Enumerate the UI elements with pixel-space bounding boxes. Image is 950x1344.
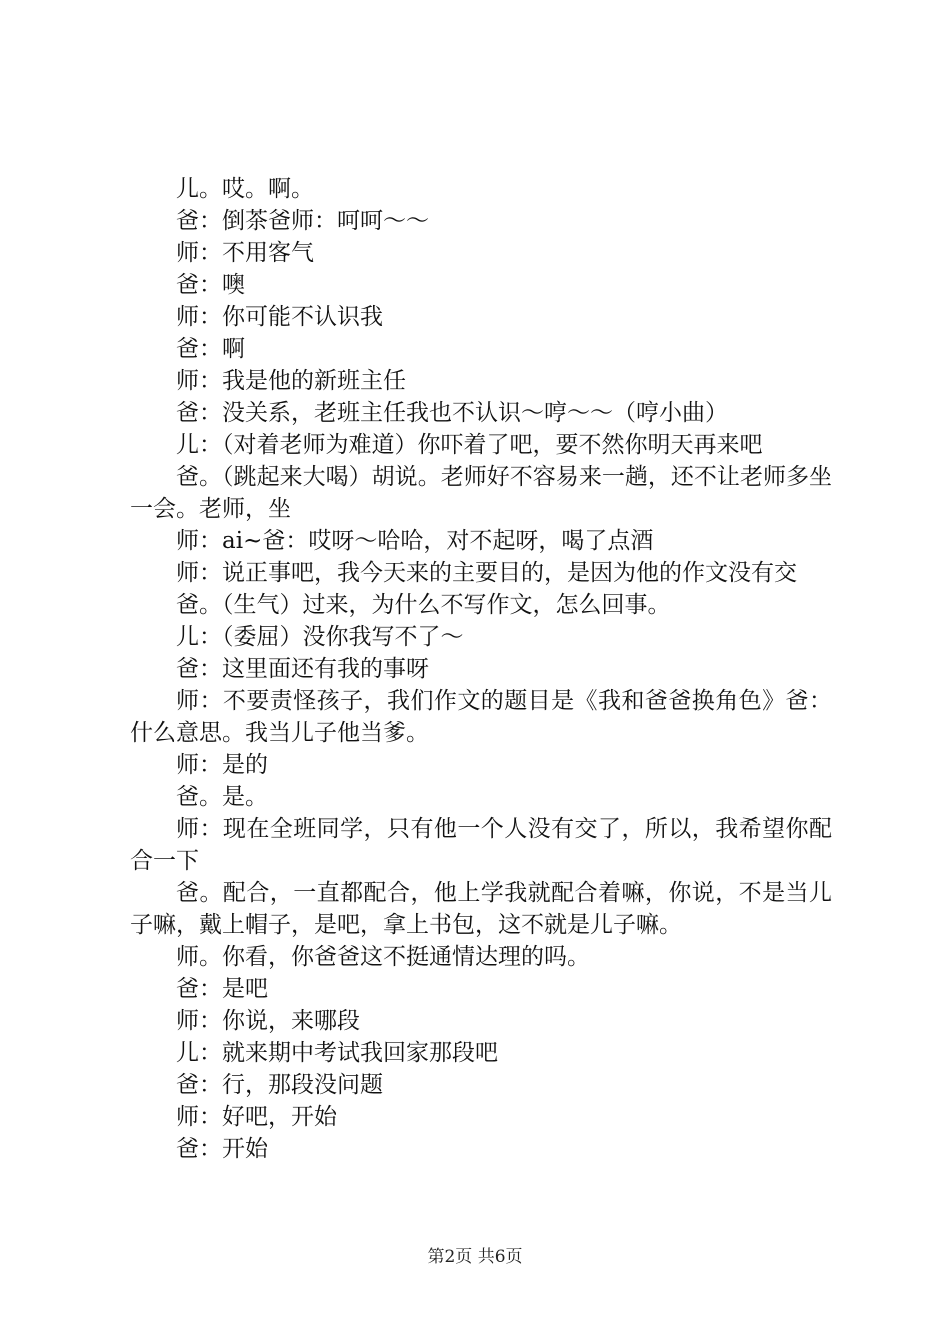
paragraph: 师：是的 <box>176 752 268 778</box>
paragraph: 儿。哎。啊。 <box>176 176 314 202</box>
paragraph: 爸：这里面还有我的事呀 <box>176 656 429 682</box>
paragraph: 儿：就来期中考试我回家那段吧 <box>176 1040 498 1066</box>
paragraph: 师：现在全班同学，只有他一个人没有交了，所以，我希望你配合一下 <box>130 816 832 874</box>
paragraph: 爸。（生气）过来，为什么不写作文，怎么回事。 <box>176 592 671 618</box>
page-number: 第2页 共6页 <box>427 1247 523 1267</box>
paragraph: 师：你可能不认识我 <box>176 304 383 330</box>
paragraph: 爸：噢 <box>176 272 245 298</box>
page-footer <box>0 1242 950 1267</box>
paragraph: 爸：没关系，老班主任我也不认识～哼～～（哼小曲） <box>176 400 728 426</box>
paragraph: 师：不用客气 <box>176 240 314 266</box>
paragraph: 爸：行，那段没问题 <box>176 1072 383 1098</box>
paragraph: 爸。（跳起来大喝）胡说。老师好不容易来一趟，还不让老师多坐一会。老师，坐 <box>130 464 832 522</box>
paragraph: 爸。配合，一直都配合，他上学我就配合着嘛，你说，不是当儿子嘛，戴上帽子，是吧，拿上书包，这不就是儿子嘛。 <box>130 880 832 938</box>
paragraph: 爸：倒茶爸师：呵呵～～ <box>176 208 429 234</box>
paragraph: 师：我是他的新班主任 <box>176 368 406 394</box>
paragraph: 师：你说，来哪段 <box>176 1008 360 1034</box>
document-body <box>130 173 832 1165</box>
paragraph: 爸：开始 <box>176 1136 268 1162</box>
paragraph: 师：好吧，开始 <box>176 1104 337 1130</box>
paragraph: 师：不要责怪孩子，我们作文的题目是《我和爸爸换角色》爸：什么意思。我当儿子他当爹。 <box>130 688 832 746</box>
paragraph: 师。你看，你爸爸这不挺通情达理的吗。 <box>176 944 590 970</box>
paragraph: 儿：（对着老师为难道）你吓着了吧，要不然你明天再来吧 <box>176 432 763 458</box>
paragraph: 师：ai~爸：哎呀～哈哈，对不起呀，喝了点酒 <box>176 528 654 554</box>
paragraph: 爸：是吧 <box>176 976 268 1002</box>
paragraph: 师：说正事吧，我今天来的主要目的，是因为他的作文没有交 <box>176 560 797 586</box>
paragraph: 儿：（委屈）没你我写不了～ <box>176 624 464 650</box>
paragraph: 爸：啊 <box>176 336 245 362</box>
paragraph: 爸。是。 <box>176 784 268 810</box>
